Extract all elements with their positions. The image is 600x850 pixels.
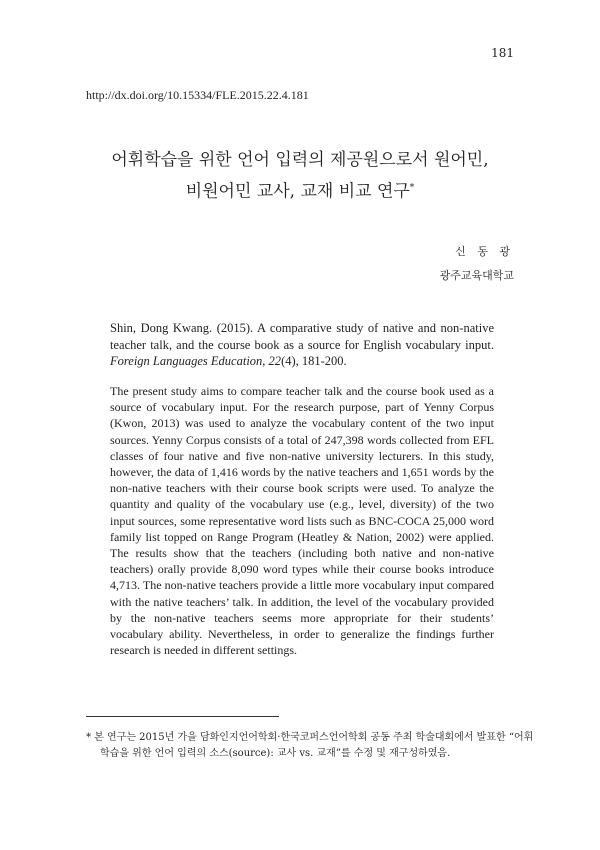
- author-name: 신 동 광: [455, 245, 514, 258]
- author-affiliation: 광주교육대학교: [439, 269, 514, 282]
- abstract: The present study aims to compare teacher talk and the course book used as a source of vocabulary input. For the research purpose, part of Yenny Corpus (Kwon, 2013) was used to analyze the vocabulary content of the two input sources. Yenny Corpus consists of a total of 247,398 words collected from EFL classes of four native and five non-native university lecturers. In this study, however, the data of 1,416 words by the native teachers and 1,651 words by the non-native teachers with their course book scripts were used. To analyze the quantity and quality of the vocabulary use (e.g., level, diversity) of the two input sources, some representative word lists such as BNC-COCA 25,000 word family list topped on Range Program (Heatley & Nation, 2002) were applied. The results show that the teachers (including both native and non-native teachers) orally provide 8,090 word types while their course books introduce 4,713. The non-native teachers provide a little more vocabulary input compared with the native teachers’ talk. In addition, the level of the vocabulary provided by the non-native teachers seems more appropriate for their students’ vocabulary ability. Nevertheless, in order to generalize the findings further research is needed in different settings.: [110, 384, 494, 658]
- footnote-divider: [86, 716, 279, 717]
- citation-journal: Foreign Languages Education, 22: [110, 354, 282, 368]
- footnote: * 본 연구는 2015년 가을 담화인지언어학회·한국코퍼스언어학회 공동 주최 학술대회에서 발표한 “어휘학습을 위한 언어 입력의 소스(source): 교사 vs. 교재”를 수정 및 재구성하였음.: [86, 732, 534, 759]
- title-line-2: [60, 174, 540, 206]
- author-block: [440, 240, 514, 288]
- citation-issue-pages: (4), 181-200.: [281, 354, 347, 368]
- citation-text: Shin, Dong Kwang. (2015). A comparative study of native and non-native teacher talk, and the course book as a source for English vocabulary input.: [110, 321, 494, 352]
- title-line-1: 어휘학습을 위한 언어 입력의 제공원으로서 원어민,: [111, 150, 489, 170]
- doi-link[interactable]: http://dx.doi.org/10.15334/FLE.2015.22.4.181: [86, 88, 309, 102]
- page-number: 181: [491, 46, 514, 60]
- paper-title: [60, 146, 540, 206]
- citation: [110, 320, 494, 370]
- title-line-2-text: 비원어민 교사, 교재 비교 연구: [185, 181, 410, 202]
- title-footnote-mark: *: [409, 183, 415, 193]
